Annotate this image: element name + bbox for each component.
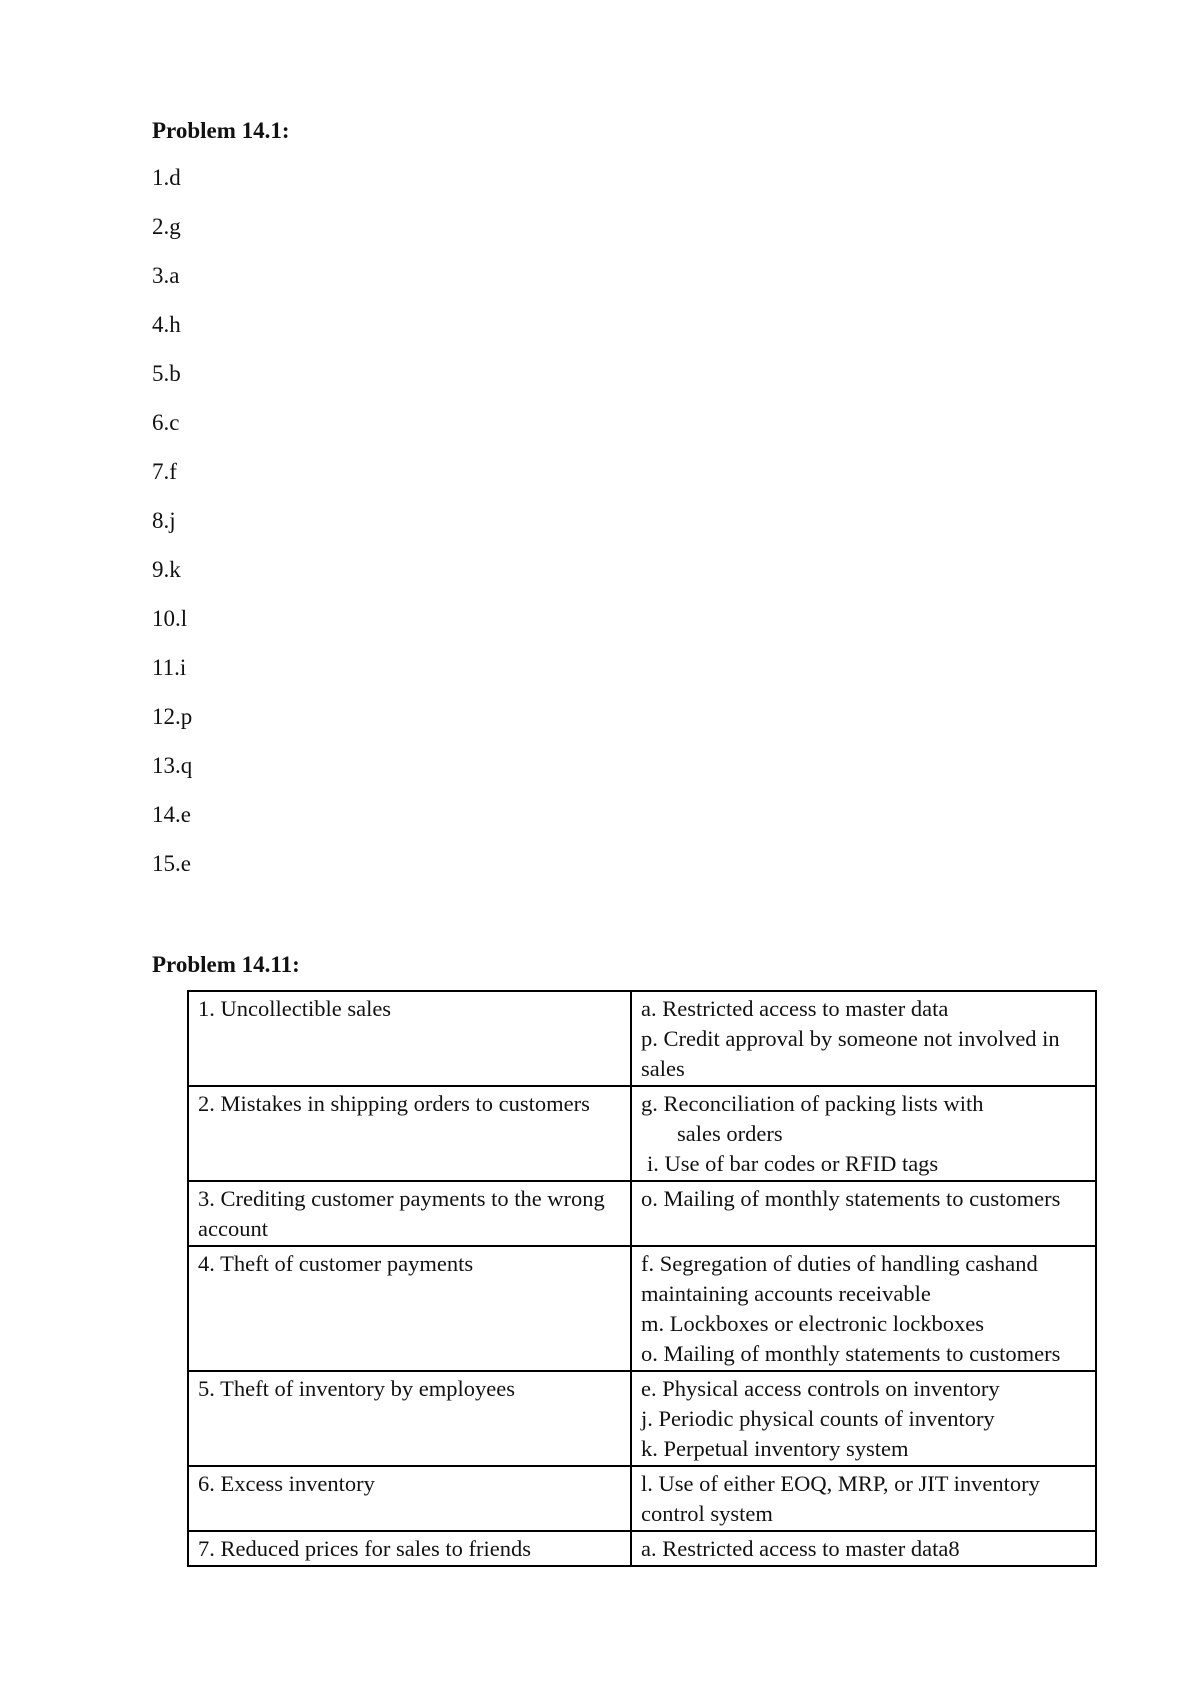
answer-item: 14.e [152, 802, 191, 827]
answer-item: 13.q [152, 753, 193, 778]
answer-item: 12.p [152, 704, 193, 729]
control-item: l. Use of either EOQ, MRP, or JIT inventory control system [641, 1471, 1040, 1526]
control-item: m. Lockboxes or electronic lockboxes [641, 1311, 985, 1336]
threat-cell: 7. Reduced prices for sales to friends [188, 1531, 631, 1566]
control-cell [631, 1371, 1096, 1466]
answer-item: 11.i [152, 655, 187, 680]
control-item: a. Restricted access to master data8 [641, 1536, 960, 1561]
answer-item: 7.f [152, 459, 177, 484]
control-cell [631, 1086, 1096, 1181]
control-item: sales orders [677, 1121, 783, 1146]
control-item: e. Physical access controls on inventory [641, 1376, 1000, 1401]
control-cell [631, 1531, 1096, 1566]
threat-cell: 4. Theft of customer payments [188, 1246, 631, 1371]
threat-cell: 1. Uncollectible sales [188, 991, 631, 1086]
control-item: f. Segregation of duties of handling cashand maintaining accounts receivable [641, 1251, 1038, 1306]
table-row [188, 991, 1096, 1086]
control-cell [631, 1181, 1096, 1246]
answer-item: 6.c [152, 410, 180, 435]
problem-14-1-heading: Problem 14.1: [152, 118, 290, 143]
table-row [188, 1086, 1096, 1181]
problem-14-11-heading: Problem 14.11: [152, 952, 300, 977]
answer-list [152, 164, 192, 899]
threat-cell: 6. Excess inventory [188, 1466, 631, 1531]
control-item: j. Periodic physical counts of inventory [641, 1406, 995, 1431]
threat-cell: 5. Theft of inventory by employees [188, 1371, 631, 1466]
answer-item: 15.e [152, 851, 191, 876]
threat-cell: 3. Crediting customer payments to the wrong account [188, 1181, 631, 1246]
answer-item: 2.g [152, 214, 181, 239]
control-item: g. Reconciliation of packing lists with [641, 1091, 984, 1116]
control-item: k. Perpetual inventory system [641, 1436, 909, 1461]
answer-item: 5.b [152, 361, 181, 386]
control-item: p. Credit approval by someone not involved in sales [641, 1026, 1060, 1081]
control-item: o. Mailing of monthly statements to customers [641, 1341, 1061, 1366]
table-row [188, 1181, 1096, 1246]
control-item: o. Mailing of monthly statements to customers [641, 1186, 1061, 1211]
control-cell [631, 991, 1096, 1086]
answer-item: 8.j [152, 508, 176, 533]
answer-item: 1.d [152, 165, 181, 190]
table-row [188, 1531, 1096, 1566]
threat-cell: 2. Mistakes in shipping orders to customers [188, 1086, 631, 1181]
answer-item: 4.h [152, 312, 181, 337]
control-cell [631, 1246, 1096, 1371]
answer-item: 10.l [152, 606, 188, 631]
table-row [188, 1466, 1096, 1531]
threat-control-table [187, 990, 1097, 1567]
table-row [188, 1371, 1096, 1466]
control-item: a. Restricted access to master data [641, 996, 949, 1021]
control-item: i. Use of bar codes or RFID tags [647, 1151, 939, 1176]
control-cell [631, 1466, 1096, 1531]
table-row [188, 1246, 1096, 1371]
answer-item: 9.k [152, 557, 181, 582]
answer-item: 3.a [152, 263, 180, 288]
